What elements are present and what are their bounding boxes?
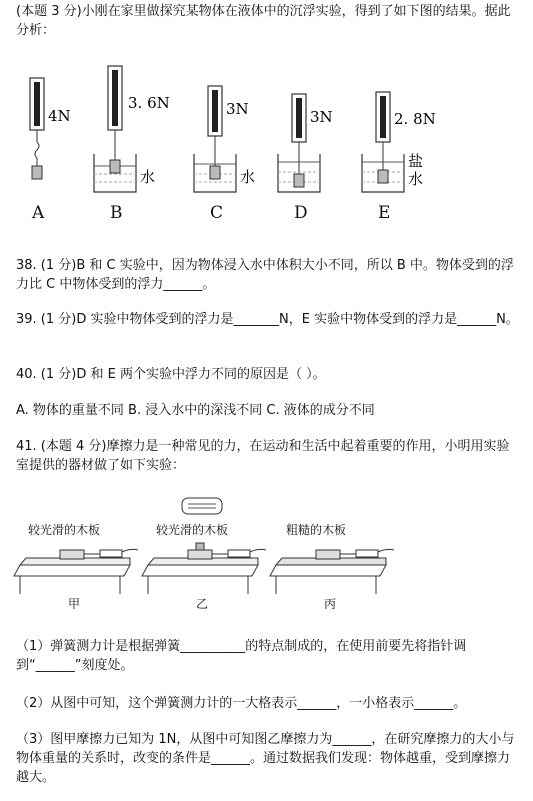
setup-b — [94, 66, 170, 223]
letter-a: A — [32, 203, 45, 223]
reading-a: 4N — [48, 107, 71, 125]
caption-bing: 丙 — [324, 597, 337, 611]
letter-d: D — [294, 203, 308, 223]
caption-jia: 甲 — [68, 597, 81, 611]
setup-bing — [270, 522, 394, 611]
setup-yi — [142, 498, 266, 611]
liquid-c: 水 — [240, 168, 256, 186]
reading-c: 3N — [226, 100, 249, 118]
setup-c — [194, 86, 255, 223]
question-40-options: A. 物体的重量不同 B. 浸入水中的深浅不同 C. 液体的成分不同 — [16, 403, 375, 418]
intro-text: (本题 3 分)小刚在家里做探究某物体在液体中的沉浮实验，得到了如下图的结果。据此分析： — [16, 4, 511, 38]
liquid-e-line2: 水 — [408, 170, 424, 188]
question-41-3: （3）图甲摩擦力已知为 1N，从图中可知图乙摩擦力为______，在研究摩擦力的大小与物体重量的关系时，改变的条件是______。通过数据我们发现：物体越重，受到摩擦力越大。 — [16, 732, 515, 785]
question-39: 39. (1 分)D 实验中物体受到的浮力是_______N，E 实验中物体受到的浮力是______N。 — [16, 312, 519, 327]
reading-b: 3. 6N — [128, 94, 170, 112]
letter-e: E — [378, 203, 391, 223]
question-41: 41. (本题 4 分)摩擦力是一种常见的力，在运动和生活中起着重要的作用，小明用实验室提供的器材做了如下实验： — [16, 439, 510, 473]
caption-yi: 乙 — [196, 597, 209, 611]
liquid-e — [408, 152, 428, 188]
question-41-1: （1）弹簧测力计是根据弹簧__________的特点制成的，在使用前要先将指针调到“______”刻度处。 — [16, 639, 467, 673]
friction-figure — [0, 490, 533, 618]
setup-e — [362, 92, 436, 223]
question-40: 40. (1 分)D 和 E 两个实验中浮力不同的原因是（ ）。 — [16, 367, 326, 382]
letter-c: C — [210, 203, 224, 223]
liquid-e-line1: 盐 — [408, 152, 424, 170]
board-label-yi: 较光滑的木板 — [156, 523, 229, 537]
setup-d — [278, 94, 333, 223]
buoyancy-figure — [0, 58, 533, 228]
liquid-b: 水 — [140, 168, 156, 186]
setup-a — [30, 78, 71, 223]
reading-e: 2. 8N — [394, 110, 436, 128]
reading-d: 3N — [310, 108, 333, 126]
letter-b: B — [110, 203, 123, 223]
setup-jia — [14, 522, 138, 611]
question-41-2: （2）从图中可知，这个弹簧测力计的一大格表示______，一小格表示______。 — [16, 696, 467, 711]
board-label-bing: 粗糙的木板 — [286, 523, 347, 537]
question-38: 38. (1 分)B 和 C 实验中，因为物体浸入水中体积大小不同，所以 B 中。物体受到的浮力比 C 中物体受到的浮力______。 — [16, 258, 514, 292]
board-label-jia: 较光滑的木板 — [28, 523, 101, 537]
